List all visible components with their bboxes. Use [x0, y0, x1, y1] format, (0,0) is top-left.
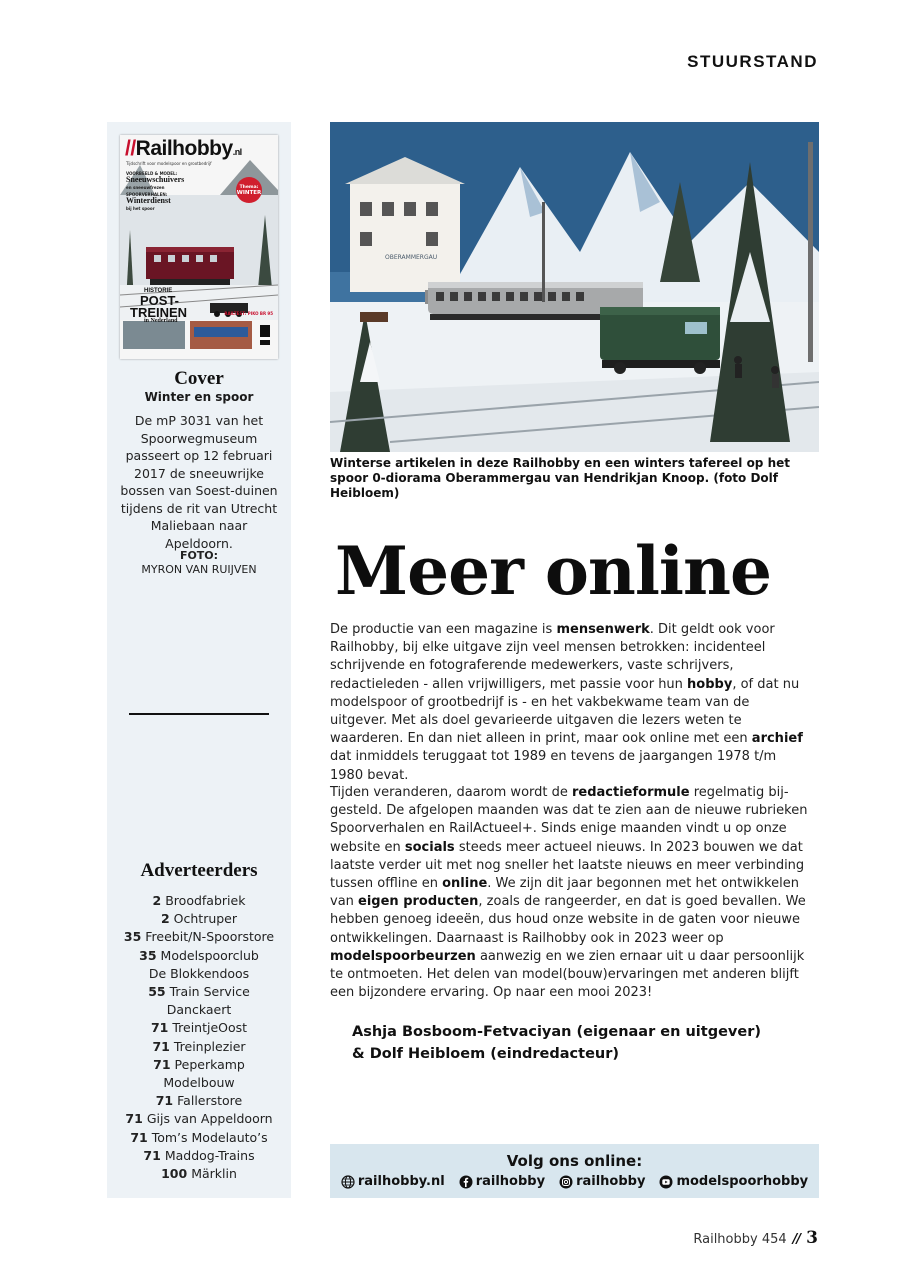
cover-main-headline: HISTORIE POST- TREINEN in Nederland: [130, 288, 188, 325]
advertiser-page: 71: [152, 1038, 170, 1054]
cover-tagline: Tijdschrift voor modelspoor en grootbedrijf: [126, 161, 212, 166]
advertiser-name: De Blokkendoos: [148, 965, 250, 981]
advertiser-name: Broodfabriek: [165, 893, 246, 908]
advertiser-item: [107, 1056, 291, 1074]
paragraph-text: , zoals de rangeerder, en dat is goed bevallen. We hebben genoeg ideeën, dus houd onze website in de gaten voor nieuwe ontwikkelingen. Daarnaast is Railhobby ook in 2023 weer op: [330, 894, 806, 946]
cover-thumbnail: [120, 135, 278, 359]
advertiser-item: [107, 928, 291, 946]
advertiser-item: [107, 1001, 291, 1019]
advertiser-item: [107, 1092, 291, 1110]
advertiser-page: 35: [123, 929, 142, 945]
advertiser-page: 71: [143, 1147, 161, 1163]
photo-caption: Winterse artikelen in deze Railhobby en een winters tafereel op het spoor 0-diorama Oberammergau van Hendrikjan Knoop. (foto Dolf Heibloem): [330, 456, 790, 500]
station-sign: OBERAMMERGAU: [385, 254, 438, 261]
cover-headline-2-sub: bij het spoor: [126, 206, 155, 211]
advertisers-title: Adverteerders: [140, 860, 258, 881]
article-paragraph-1: [330, 621, 810, 785]
paragraph-text: aanwezig en we zien ernaar uit u daar persoonlijk te ontmoeten. Het delen van model(bouw)ervaringen met anderen blijft een bijzondere ervaring. Op naar een mooi 2023!: [330, 948, 805, 1001]
cover-headline-2: Winterdienst: [126, 196, 171, 205]
section-tag: STUURSTAND: [687, 52, 818, 71]
advertiser-item: [107, 1074, 291, 1092]
advertiser-page: 100: [161, 1166, 188, 1182]
cover-theme-badge: Thema: WINTER: [236, 177, 262, 203]
cover-photo-illustration: [120, 135, 278, 359]
sidebar-divider: [129, 713, 269, 715]
advertiser-name: Maddog-Trains: [164, 1147, 255, 1163]
winter-diorama-illustration: [330, 122, 819, 452]
facebook-icon: [459, 1175, 473, 1189]
facebook-link[interactable]: railhobby: [459, 1174, 545, 1189]
advertiser-item: [107, 1129, 291, 1147]
emphasis-term: hobby: [687, 676, 733, 692]
advertiser-name: Tom’s Modelauto’s: [151, 1129, 268, 1145]
youtube-icon: [659, 1175, 673, 1189]
paragraph-text: regelmatig bij-gesteld. De afgelopen maanden was dat te zien aan de nieuwe rubrieken Spoorverhalen en RailActueel+. Sinds enige maanden vindt u op onze website en: [330, 785, 808, 855]
globe-icon: [341, 1175, 355, 1189]
emphasis-term: archief: [751, 731, 803, 747]
advertiser-page: 71: [155, 1093, 174, 1109]
emphasis-term: mensenwerk: [556, 622, 650, 637]
advertiser-page: 71: [125, 1111, 143, 1127]
advertisers-list: [107, 892, 291, 1183]
advertiser-page: 71: [153, 1056, 171, 1072]
advertiser-name: Peperkamp: [174, 1056, 245, 1072]
advertiser-item: [107, 1019, 291, 1037]
cover-headline-1-sub: en sneeuwfrezen: [126, 185, 165, 190]
advertiser-name: Fallerstore: [177, 1093, 243, 1109]
follow-title: Volg ons online:: [506, 1152, 643, 1170]
youtube-link[interactable]: modelspoorhobby: [659, 1174, 808, 1189]
paragraph-text: steeds meer actueel nieuws. In 2023 bouwen we dat laatste verder uit met nog sneller het laatste nieuws en meer verbinding tussen offline en: [330, 839, 805, 892]
advertiser-name: Danckaert: [166, 1002, 232, 1018]
article-headline: Meer online: [335, 532, 771, 610]
advertiser-name: Train Service: [169, 984, 250, 1000]
follow-online-box: [330, 1144, 819, 1198]
advertiser-page: 2: [160, 911, 170, 927]
advertiser-item: [107, 910, 291, 928]
paragraph-text: Tijden veranderen, daarom wordt de: [330, 785, 572, 800]
advertiser-name: Freebit/N-Spoorstore: [145, 929, 275, 945]
instagram-icon: [559, 1175, 573, 1189]
website-link[interactable]: railhobby.nl: [341, 1174, 445, 1189]
sidebar: [107, 122, 291, 1198]
advertiser-name: Ochtruper: [173, 911, 238, 927]
advertiser-item: [107, 1110, 291, 1128]
cover-description: De mP 3031 van het Spoorwegmuseum passeert op 12 februari 2017 de sneeuwrijke bossen van Soest-duinen tijdens de rit van Utrecht Maliebaan naar Apeldoorn.: [120, 413, 278, 551]
advertiser-page: 55: [148, 984, 166, 1000]
advertiser-page: 35: [139, 947, 157, 963]
advertiser-name: Treinplezier: [173, 1038, 246, 1054]
footer-separator: //: [792, 1232, 801, 1247]
article-signature: Ashja Bosboom-Fetvaciyan (eigenaar en uitgever) & Dolf Heibloem (eindredacteur): [352, 1024, 761, 1062]
advertiser-item: [107, 947, 291, 965]
paragraph-text: dat inmiddels teruggaat tot 1989 en tevens de jaargangen 1978 t/m 1980 bevat.: [330, 749, 777, 783]
instagram-link[interactable]: railhobby: [559, 1174, 645, 1189]
advertiser-item: [107, 983, 291, 1001]
emphasis-term: socials: [404, 839, 455, 855]
advertiser-name: TreintjeOost: [172, 1020, 248, 1036]
advertiser-item: [107, 892, 291, 910]
advertiser-name: Märklin: [191, 1166, 237, 1182]
advertiser-page: 2: [152, 893, 162, 908]
diorama-photo: [330, 122, 819, 452]
advertiser-item: [107, 1165, 291, 1183]
cover-kicker-2: SPOORVERHALEN:: [126, 192, 168, 197]
cover-brand-logo: //Railhobby.nl: [125, 137, 242, 160]
emphasis-term: redactieformule: [572, 785, 690, 800]
social-links: [330, 1174, 819, 1189]
paragraph-text: . We zijn dit jaar begonnen met het ontwikkelen van: [330, 876, 799, 910]
emphasis-term: modelspoorbeurzen: [330, 948, 476, 964]
cover-railtest: RAILTEST: PIKO BR 95: [224, 311, 273, 316]
advertiser-page: 71: [150, 1020, 169, 1036]
cover-subtitle: Winter en spoor: [144, 390, 254, 404]
advertiser-name: Gijs van Appeldoorn: [146, 1111, 273, 1127]
footer-magazine-issue: Railhobby 454: [693, 1232, 787, 1247]
article-paragraph-2: [330, 784, 810, 1002]
advertiser-item: [107, 1147, 291, 1165]
page-footer: [693, 1228, 818, 1248]
cover-kicker-1: VOORBEELD & MODEL:: [126, 171, 178, 176]
advertiser-name: Modelspoorclub: [160, 947, 259, 963]
cover-headline-1: Sneeuwschuivers: [126, 175, 185, 184]
advertiser-page: 71: [130, 1129, 148, 1145]
advertiser-name: Modelbouw: [163, 1075, 235, 1091]
advertiser-item: [107, 1038, 291, 1056]
page-number: 3: [806, 1228, 818, 1248]
paragraph-text: . Dit geldt ook voor Railhobby, bij elke uitgave zijn veel mensen betrokken: incidenteel schrijvende en fotograferende medewerkers, vaste schrijvers, redactieleden - allen vrijwilligers, met passie voor hun: [330, 622, 775, 692]
advertiser-item: [107, 965, 291, 983]
photo-credit: FOTO: MYRON VAN RUIJVEN: [141, 549, 257, 576]
emphasis-term: eigen producten: [358, 894, 479, 910]
paragraph-text: , of dat nu modelspoor of grootbedrijf is - en het vakbekwame team van de uitgever. Met als doel gevarieerde uitgaven die lezers weten te waarderen. En dan niet alleen in print, maar ook online met een: [330, 676, 800, 747]
paragraph-text: De productie van een magazine is: [330, 622, 557, 637]
emphasis-term: online: [442, 876, 488, 892]
cover-title: Cover: [174, 368, 224, 389]
